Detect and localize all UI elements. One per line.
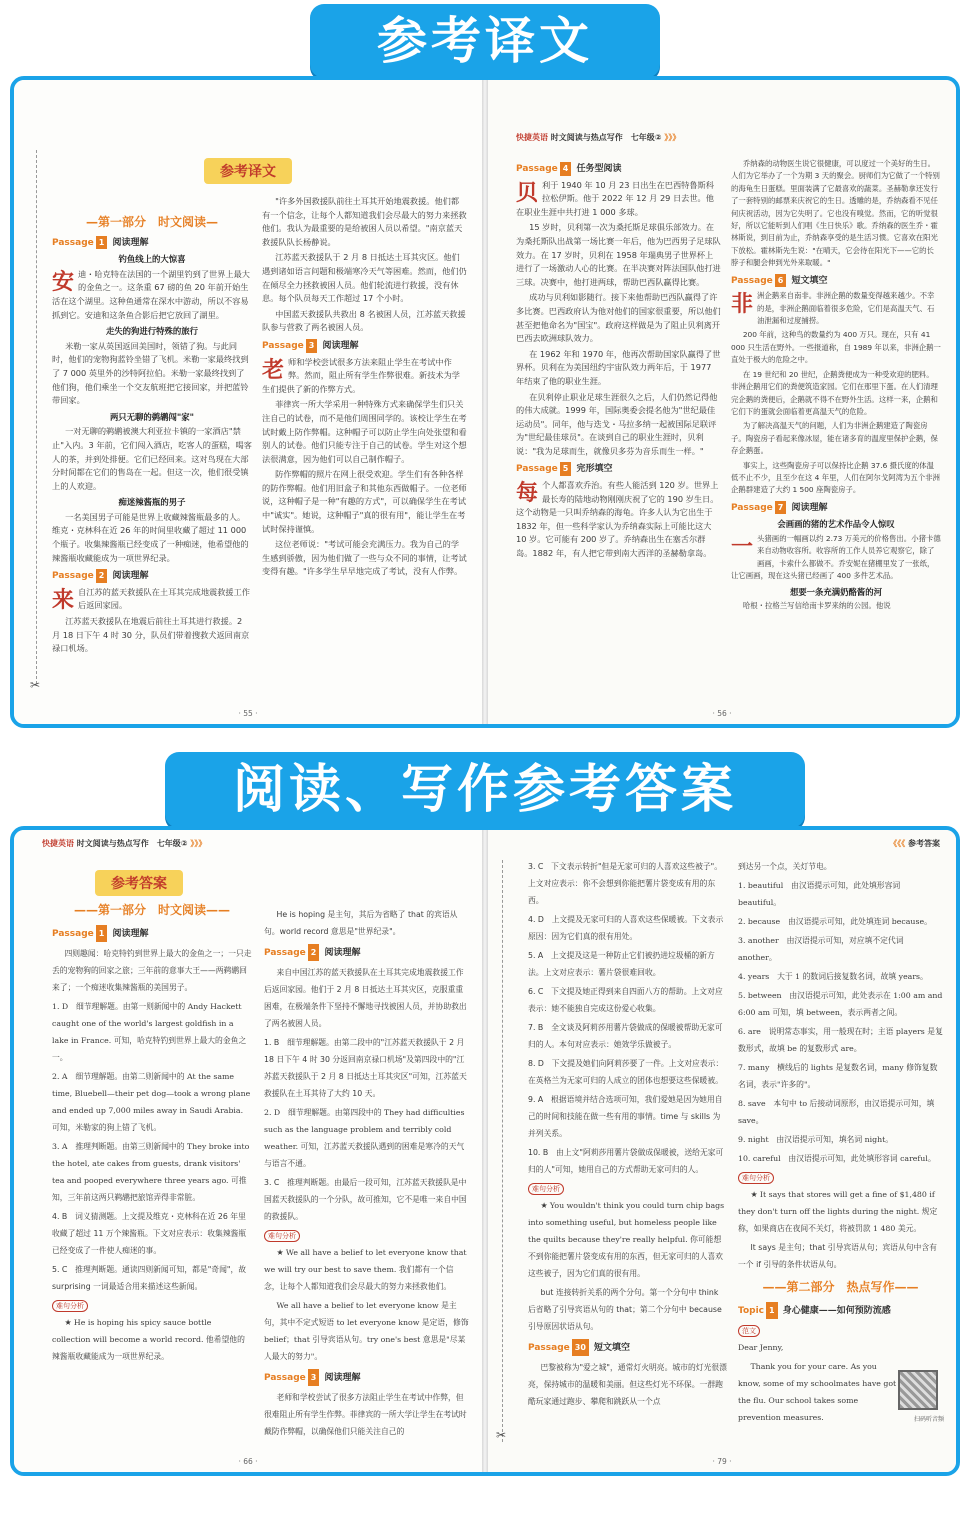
- paragraph: 在 1962 年和 1970 年，他再次帮助国家队赢得了世界杯。贝利在为美国纽约宇宙队效力两年后，于 1977 年结束了他的职业生涯。: [516, 348, 721, 386]
- scissors-icon: ✂: [30, 678, 41, 692]
- answer-item: 9. A 根据语境并结合选项可知，我们爱她是因为她用自己的时间和技能在做一些有用的事情。time 与 skills 为并列关系。: [528, 1095, 723, 1138]
- paragraph: 为了解决高温天气的问题，人们为非洲企鹅建造了陶瓷房子。陶瓷房子看起来像冰屋，能在诸多育的温度里保护企鹅，保存企鹅蛋。: [731, 421, 938, 456]
- paragraph: 安迪・哈克特在法国的一个湖里钓到了世界上最大的金鱼之一。这条重 67 磅的鱼 20 年前开始生活在这个湖里。这种鱼通常在深水中游动，所以不容易抓到它。安迪和这条鱼合影后把它放回了湖里。: [52, 268, 250, 320]
- passage-summary: 四则趣闻：哈克特钓到世界上最大的金鱼之一；一只走丢的宠物狗的回家之旅；三年前的意事大王——两鹈鹕回来了；一个痴迷收集辣酱瓶的美国男子。: [52, 949, 252, 992]
- passage-2-heading: Passage 2 阅读理解: [264, 944, 469, 962]
- paragraph: 菲律宾一所大学采用一种特殊方式来确保学生们只关注自己的试卷，而不是他们周围同学的。该校让学生在考试时戴上防作弊帽。这种帽子可以防止学生向处张望和看别人的试卷。他们只能专注于自己的试卷。学生对这个想法很满意，因为他们可以自己制作帽子。: [262, 399, 467, 464]
- answer-item: 8. save 本句中 to 后接动词原形，由汉语提示可知，填 save。: [738, 1099, 935, 1125]
- paragraph: 15 岁时，贝利第一次为桑托斯足球俱乐部效力。在为桑托斯队出战第一场比赛一年后，他为巴西男子足球队效力。在 17 岁时，贝利在 1958 年瑞典男子世界杯上进行了一场激动人心的比赛。在半决赛对阵法国队他打进三球。决赛中，他打进两球，帮助巴西队赢得比赛。: [516, 222, 721, 287]
- answer-item: 1. beautiful 由汉语提示可知，此处填形容词 beautiful。: [738, 881, 901, 907]
- page-title: 参考答案: [95, 870, 183, 896]
- sentence-analysis-tag: 难句分析: [738, 1172, 774, 1184]
- sentence-analysis-tag: 难句分析: [264, 1230, 300, 1242]
- answer-item: 2. because 由汉语提示可知，此处填连词 because。: [738, 917, 932, 926]
- answer-item: 10. careful 由汉语提示可知，此处填形容词 careful。: [738, 1154, 936, 1163]
- paragraph: 一对无聊的鹈鹕被澳大利亚拉卡镇的一家酒店"禁止"入内。3 年前，它们闯入酒店，吃客人的蛋糕，喝客人的茶，并到处排便。它们已经回来。这对鸟现在大部分时间都在它们的售岛在一起。但这一次，他们很受镇上的人欢迎。: [52, 426, 252, 491]
- answer-item: 9. night 由汉语提示可知，填名词 night。: [738, 1135, 894, 1144]
- answers-spread: [10, 826, 960, 1476]
- answer-item: 2. A 细节理解题。由第二则新闻中的 At the same time, Bluebell—their pet dog—took a wrong plane and ended up 7,000 miles away in Saudi Arabia. 可知，米勒家的狗上错了飞机。: [52, 1072, 251, 1132]
- sentence-analysis: but 连接转折关系的两个分句。第一个分句中 think 后省略了引导宾语从句的 that；第二个分句中 because 引导原因状语从句。: [528, 1288, 722, 1331]
- page-79: [488, 830, 956, 1472]
- paragraph: 乔纳森的动物医生说它很健康，可以度过一个美好的生日。人们为它举办了一个为期 3 天的聚会。厨师们为它做了一个特别的海龟生日蛋糕。里面装满了它最喜欢的蔬菜。圣赫勒拿还发行了一套特别的邮票来庆祝它的生日。透雕的是，乔纳森看不见任何庆祝活动，因为它失明了。它也没有嗅觉。然而，它的听觉很好，所以它能听到人们唱《生日快乐》歌。乔纳森的医生乔・霍林斯说，到目前为止，乔纳森享受的是生活习惯。它喜欢在阳光下放松。霍林斯先生说："在晴天，它会待在阳光下——它的长脖子和腿会伸到光外来取暖。": [731, 159, 940, 268]
- paragraph: 每个人都喜欢乔治。有些人能活到 120 岁。世界上最长寿的陆地动物刚刚庆祝了它的 190 岁生日。这个动物是一只叫乔纳森的海龟。许多人认为它出生于 1832 年，但一些科学家认为乔纳森实际上可能比这大 10 岁。它可能有 200 岁了。乔纳森出生在塞舌尔群岛。1882 年，有人把它带到南大西洋的圣赫勒拿岛。: [516, 480, 719, 559]
- part-heading: —第一部分 时文阅读—: [85, 215, 218, 229]
- answer-item: 3. C 推理判断题。由最后一段可知，江苏蓝天救援队是中国蓝天救援队的一个分队，故可推知，它不是唯一来自中国的救援队。: [264, 1178, 467, 1221]
- story-title: 两只无聊的鹈鹕闯"家": [109, 411, 195, 422]
- paragraph: 一名美国男子可能是世界上收藏辣酱瓶最多的人。维克・克林科在近 26 年的时间里收藏了超过 11 000 个瓶子。收集辣酱瓶已经变成了一种痴迷，他希望他的辣酱瓶收藏能成为一项世界纪录。: [52, 511, 249, 563]
- paragraph: 非洲企鹅来自南非。非洲企鹅的数量变得越来越少。不幸的是，非洲企鹅面临着很多危险，它们是高温天气、石油泄漏和过度捕捞。: [731, 291, 935, 326]
- part-heading: ——第一部分 时文阅读——: [73, 903, 230, 917]
- paragraph: 200 年前，这种鸟的数量约为 400 万只。现在，只有 41 000 只生活在野外。一些报道称，自 1989 年以来，非洲企鹅一直处于极大的危险之中。: [731, 330, 941, 365]
- translation-spread: [10, 76, 960, 728]
- page-56: [488, 80, 956, 724]
- left-column: [52, 896, 252, 1367]
- right-column: [731, 158, 941, 615]
- sentence-analysis: It says 是主句；that 引导宾语从句；宾语从句中含有一个 if 引导的条件状语从句。: [738, 1243, 937, 1269]
- passage-summary: 巴黎被称为"爱之城"，通常灯火明亮。城市的灯光很漂亮，保持城市的温暖和美丽。但这些灯光不环保。一群跑酷玩家通过跑步、攀爬和跳跃从一个点: [528, 1363, 727, 1406]
- paragraph: 一头猪画的一幅画以约 2.73 万美元的价格售出。小猪卡德来自动物收容所。收容所的工作人员养它观察它，除了画画，卡索什么都做不。乔安妮在猪棚里发了一张纸，让它画画，现在这头猪已经画了 400 多件艺术品。: [731, 533, 941, 581]
- passage-30-heading: Passage 30 短文填空: [528, 1339, 728, 1357]
- paragraph: 事实上，这些陶瓷房子可以保持比企鹅 37.6 摄氏度的体温低不止不少，且至少在这 4 年里，人们在阿尔戈阿湾为五个非洲企鹅群建造了大约 1 500 座陶瓷房子。: [731, 460, 940, 495]
- paragraph: 哈根・拉格兰写信给南卡罗来纳的公园。他说: [742, 601, 891, 611]
- paragraph: 老师和学校尝试很多方法来阻止学生在考试中作弊。然而，阻止所有学生作弊很难。新技术为学生们提供了新的作弊方式。: [262, 356, 460, 394]
- scissors-icon: ✂: [496, 1428, 507, 1442]
- answer-item: 3. C 下文表示转折"但是无家可归的人喜欢这些被子"。上文对应表示：你不会想到你能把薯片袋变成有用的东西。: [528, 862, 723, 905]
- right-column: [738, 858, 943, 1428]
- qr-code-label: 扫码听音频: [913, 1416, 944, 1423]
- paragraph: 成功与贝利如影随行。接下来他帮助巴西队赢得了许多比赛。巴西政府认为他对他们的国家很重要，所以他们甚至把他命名为"国宝"。政府这样做是为了阻止贝利离开巴西去欧洲球队效力。: [516, 292, 721, 344]
- paragraph: 贝利于 1940 年 10 月 23 日出生在巴西特鲁斯科拉松伊斯。他于 2022 年 12 月 29 日去世。他在职业生涯中共打进 1 000 多球。: [516, 179, 714, 217]
- paragraph: 米勒一家从英国返回美国时，领错了狗。与此同时，他们的宠物狗蓝铃坐错了飞机。米勒一家最终找到了 7 000 英里外的沙特阿拉伯。米勒一家最终找到了他们狗，他们乘坐一个交友航班把它接回家，并把蓝铃带回家。: [52, 340, 249, 406]
- paragraph: 在贝利停止职业足球生涯很久之后，人们仍然记得他的伟大成就。1999 年，国际奥委会提名他为"世纪最佳运动员"。同年，他与迭戈・马拉多纳一起被国际足联评为"世纪最佳球员"。在谈到自己的职业生涯时，贝利说："我为足球而生，就像贝多芬为音乐而生一样。": [516, 391, 718, 456]
- left-column: [52, 210, 252, 658]
- sample-essay-tag: 范文: [738, 1325, 760, 1337]
- left-column: [516, 158, 721, 563]
- answer-item: 6. are 说明常态事实，用一般现在时；主语 players 是复数形式，故填 be 的复数形式 are。: [738, 1027, 943, 1053]
- left-column: [528, 858, 728, 1412]
- passage-1-heading: Passage 1 阅读理解: [52, 925, 252, 943]
- banner-translation: 参考译文: [310, 4, 660, 78]
- sentence-analysis: ★ You wouldn't think you could turn chip bags into something useful, but homeless people like the quilts because they're really helpful. 你可能想不到你能把薯片袋变成有用的东西，但无家可归的人喜欢这些被子，因为它们真的很有用。: [528, 1201, 725, 1278]
- page-number: · 56 ·: [712, 709, 732, 718]
- paragraph: 江苏蓝天救援队于 2 月 8 日抵达土耳其灾区。他们遇到诸如语言问题和极端寒冷天气等困难。然而，他们仍在倾尽全力拯救被困人员。他们轮流进行救援，没有休息。每个队员每天工作超过 17 个小时。: [262, 252, 467, 304]
- passage-summary: 到达另一个点，关灯节电。: [738, 862, 832, 871]
- answer-item: 5. A 上文提及这是一种防止它们被扔进垃圾桶的新方法。上文对应表示：薯片袋很难回收。: [528, 951, 715, 977]
- right-column: [264, 906, 469, 1442]
- letter-salutation: Dear Jenny,: [738, 1343, 784, 1352]
- answer-item: 2. D 细节理解题。由第四段中的 They had difficulties such as the language problem and terribly cold weather. 可知，江苏蓝天救援队遇到的困难是寒冷的天气与语言不通。: [264, 1108, 465, 1168]
- sentence-analysis-tag: 难句分析: [528, 1183, 564, 1195]
- page-number: · 55 ·: [238, 709, 258, 718]
- passage-7-heading: Passage 7 阅读理解: [731, 502, 828, 513]
- answer-item: 4. D 上文提及无家可归的人喜欢这些保暖被。下文表示原因：因为它们真的很有用处。: [528, 915, 724, 941]
- page-55: [14, 80, 482, 724]
- story-title: 走失的狗进行特殊的旅行: [105, 326, 199, 337]
- running-header: 快捷英语 时文阅读与热点写作 七年级② 》》》: [42, 839, 207, 848]
- answer-item: 3. another 由汉语提示可知，对应填不定代词 another。: [738, 936, 904, 962]
- sentence-analysis-tag: 难句分析: [52, 1300, 88, 1312]
- sentence-analysis: ★ It says that stores will get a fine of $1,480 if they don't turn off the lights during the night. 规定称，如果商店在夜间不关灯，将被罚款 1 480 美元。: [738, 1190, 938, 1233]
- page-title: 参考译文: [204, 158, 292, 184]
- sentence-analysis: We all have a belief to let everyone know 是主句，其中不定式短语 to let everyone know 是定语，修饰 belief；that 引导宾语从句。try one's best 意思是"尽某人最大的努力"。: [264, 1301, 469, 1361]
- page-66: [14, 830, 482, 1472]
- passage-summary: 来自中国江苏的蓝天救援队在土耳其完成地震救援工作后返回家园。他们于 2 月 8 日抵达土耳其灾区，克服重重困难，在极端条件下坚持不懈地寻找被困人员，并协助救出了两名被困人员。: [264, 968, 467, 1028]
- cut-line: [502, 860, 503, 1442]
- sentence-analysis: He is hoping 是主句，其后为省略了 that 的宾语从句。world record 意思是"世界纪录"。: [264, 910, 458, 936]
- right-column: [262, 195, 467, 581]
- answer-item: 1. B 细节理解题。由第二段中的"江苏蓝天救援队于 2 月 18 日下午 4 时 30 分返回南京禄口机场"及第四段中的"江苏蓝天救援队于 2 月 8 日抵达土耳其灾区"可知，江苏蓝天救援队在土耳其待了大约 10 天。: [264, 1038, 467, 1098]
- paragraph: 防作弊帽的照片在网上很受欢迎。学生们有各种各样的防作弊帽。他们用旧盒子和其他东西做帽子。一位老师说，这种帽子是一种"有趣的方式"，可以确保学生在考试中"诚实"。她说，这种帽子"真的很有用"，能让学生在考试时保持谨慎。: [262, 469, 467, 534]
- answer-item: 8. D 下文提及她们向阿莉莎要了一件。上文对应表示：在英格兰为无家可归的人成立的团体也想要这些保暖被。: [528, 1059, 724, 1085]
- passage-2-heading: Passage 2 阅读理解: [52, 571, 149, 582]
- running-header: 《《《 参考答案: [889, 839, 940, 848]
- passage-1-heading: Passage 1 阅读理解: [52, 237, 149, 248]
- answer-item: 5. between 由汉语提示可知，此处表示在 1:00 am and 6:00 am 可知，填 between，表示两者之间。: [738, 991, 943, 1017]
- qr-code-icon[interactable]: [898, 1370, 938, 1410]
- passage-3-heading: Passage 3 阅读理解: [264, 1369, 469, 1387]
- answer-item: 5. C 推理判断题。通读四则新闻可知，都是"奇闻"，故 surprising 一词最适合用来描述这些新闻。: [52, 1265, 247, 1291]
- banner-answers: 阅读、写作参考答案: [165, 752, 805, 828]
- sentence-analysis: ★ He is hoping his spicy sauce bottle collection will become a world record. 他希望他的辣酱瓶收藏能成为一项世界纪录。: [52, 1318, 245, 1361]
- answer-item: 10. B 由上文"阿莉莎用薯片袋做成保暖被，送给无家可归的人"可知，她用自己的方式帮助无家可归的人。: [528, 1148, 724, 1174]
- page-number: · 79 ·: [712, 1457, 732, 1466]
- answer-item: 6. C 下文提及她正得到来自四面八方的帮助。上文对应表示：她不能独自完成这份爱心收集。: [528, 987, 723, 1013]
- paragraph: 江苏蓝天救援队在地震后前往土耳其进行救援。2 月 18 日下午 4 时 30 分，队员们带着搜救犬返回南京禄口机场。: [52, 616, 250, 654]
- letter-body: Thank you for your care. As you know, some of my schoolmates have got the flu. Our school takes some prevention measures.: [738, 1362, 897, 1422]
- passage-summary: 老师和学校尝试了很多方法阻止学生在考试中作弊，但很难阻止所有学生作弊。菲律宾的一所大学让学生在考试时戴防作弊帽，以确保他们只能关注自己的: [264, 1393, 467, 1436]
- answer-item: 3. A 推理判断题。由第三则新闻中的 They broke into the hotel, ate cakes from guests, drank visitors' tea and pooped everywhere three years ago. 可推知，三年前这两只鹈鹕把旅馆弄得非常脏。: [52, 1142, 250, 1202]
- part-2-heading: ——第二部分 热点写作——: [762, 1280, 919, 1294]
- paragraph: 这位老师说："考试可能会充满压力。我为自己的学生感到骄傲，因为他们做了一些与众不同的事情，让考试变得有趣。"许多学生早早地完成了考试，没有人作弊。: [262, 539, 467, 577]
- paragraph: 来自江苏的蓝天救援队在土耳其完成地震救援工作后返回家园。: [52, 586, 250, 613]
- answer-item: 4. B 词义猜测题。上文提及维克・克林科在近 26 年里收藏了超过 11 万个辣酱瓶。下文对应表示：收集辣酱瓶已经变成了一件使人痴迷的事。: [52, 1212, 247, 1255]
- page-number: · 66 ·: [238, 1457, 258, 1466]
- topic-1-heading: Topic 1 身心健康——如何预防流感: [738, 1302, 943, 1320]
- passage-4-heading: Passage 4 任务型阅读: [516, 164, 622, 174]
- cut-line: [36, 150, 37, 684]
- sentence-analysis: ★ We all have a belief to let everyone know that we will try our best to save them. 我们都有一个信念，让每个人都知道我们会尽最大的努力来拯救他们。: [264, 1248, 467, 1291]
- story-title: 会画画的猪的艺术作品令人惊叹: [777, 519, 895, 530]
- answer-item: 4. years 大于 1 的数词后接复数名词，故填 years。: [738, 972, 928, 981]
- answer-item: 1. D 细节理解题。由第一则新闻中的 Andy Hackett caught one of the world's largest goldfish in a lake in France. 可知，哈克特钓到世界上最大的金鱼之一。: [52, 1002, 247, 1062]
- paragraph: 在 19 世纪和 20 世纪，企鹅粪便成为一种受欢迎的肥料。非洲企鹅用它们的粪便筑造家园。它们在那里下蛋。在人们清理完企鹅的粪便后，企鹅就不得不在野外生活。这样一来，企鹅和它们下的蛋就会面临着更高温天气的危险。: [731, 369, 938, 416]
- passage-5-heading: Passage 5 完形填空: [516, 464, 613, 475]
- story-title: 钓鱼线上的大惊喜: [118, 254, 186, 265]
- story-title: 痴迷辣酱瓶的男子: [118, 497, 186, 508]
- passage-3-heading: Passage 3 阅读理解: [262, 340, 359, 351]
- passage-6-heading: Passage 6 短文填空: [731, 275, 828, 286]
- story-title: 想要一条充满奶酪酱的河: [789, 586, 883, 597]
- paragraph: "许多外国救援队前往土耳其开始地震救援。他们都有一个信念，让每个人都知道我们会尽最大的努力来拯救他们。我认为最重要的是给被困人员以希望。"南京蓝天救援队队长杨静说。: [262, 196, 467, 247]
- paragraph: 中国蓝天救援队共救出 8 名被困人员，江苏蓝天救援队参与营救了两名被困人员。: [262, 308, 466, 333]
- answer-item: 7. many 横线后的 lights 是复数名词，many 修饰复数名词，表示"许多的"。: [738, 1063, 938, 1089]
- running-header: 快捷英语 时文阅读与热点写作 七年级② 》》》: [516, 133, 681, 142]
- answer-item: 7. B 全文谈及阿莉莎用薯片袋做成的保暖被帮助无家可归的人。本句对应表示：她效学乐做被子。: [528, 1023, 723, 1049]
